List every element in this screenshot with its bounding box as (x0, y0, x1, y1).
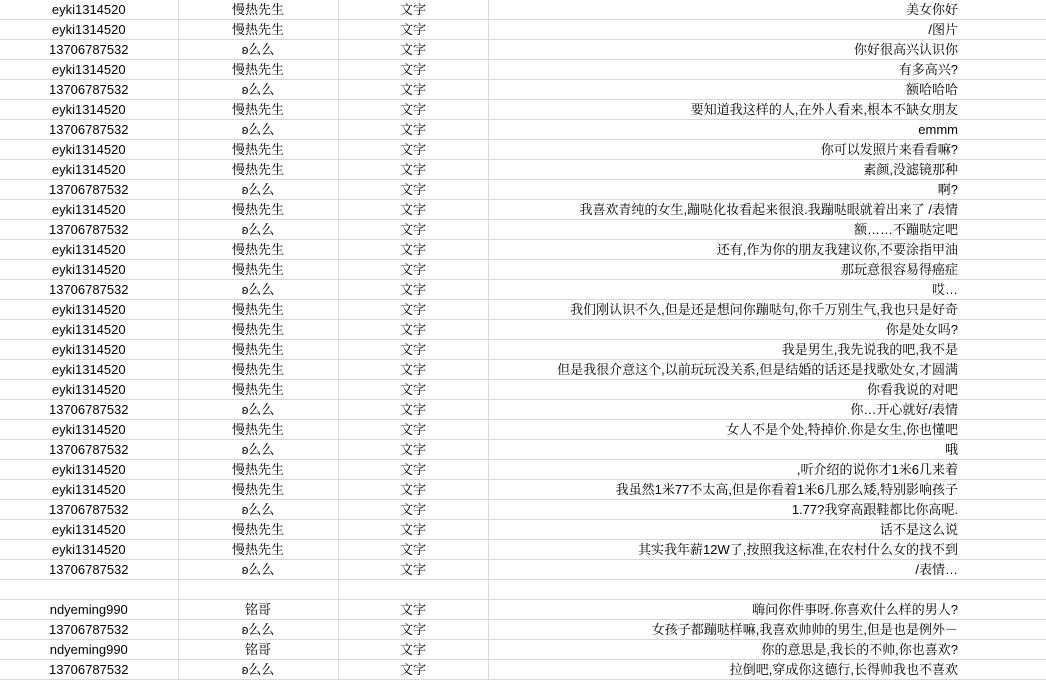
cell-account-id: 13706787532 (0, 40, 178, 60)
cell-message-type: 文字 (338, 100, 488, 120)
cell-message-text: 我们刚认识不久,但是还是想问你蹦哒句,你千万别生气,我也只是好奇 (488, 300, 1046, 320)
table-row (0, 440, 1046, 460)
table-row (0, 400, 1046, 420)
cell-message-type: 文字 (338, 560, 488, 580)
table-row (0, 560, 1046, 580)
cell-account-id: ndyeming990 (0, 600, 178, 620)
cell-message-text: 哦 (488, 440, 1046, 460)
cell-message-text: 你看我说的对吧 (488, 380, 1046, 400)
cell-account-id: eyki1314520 (0, 340, 178, 360)
cell-message-type: 文字 (338, 500, 488, 520)
cell-message-text (488, 580, 1046, 600)
cell-account-id: 13706787532 (0, 80, 178, 100)
table-row (0, 620, 1046, 640)
cell-message-type: 文字 (338, 20, 488, 40)
cell-message-text: /图片 (488, 20, 1046, 40)
cell-message-text: /表情… (488, 560, 1046, 580)
cell-message-type: 文字 (338, 320, 488, 340)
cell-sender-nickname: ʚ么么 (178, 280, 338, 300)
cell-sender-nickname: 铭哥 (178, 640, 338, 660)
cell-message-text: 我喜欢青纯的女生,蹦哒化妆看起来很浪.我蹦哒眼就着出来了 /表情 (488, 200, 1046, 220)
table-row (0, 340, 1046, 360)
table-row (0, 660, 1046, 680)
spacer-row (0, 580, 1046, 600)
cell-message-type: 文字 (338, 460, 488, 480)
cell-message-text: 额……不蹦哒定吧 (488, 220, 1046, 240)
cell-sender-nickname: 慢热先生 (178, 260, 338, 280)
cell-account-id: 13706787532 (0, 280, 178, 300)
cell-sender-nickname: 慢热先生 (178, 340, 338, 360)
cell-sender-nickname: 慢热先生 (178, 100, 338, 120)
cell-sender-nickname: 慢热先生 (178, 460, 338, 480)
cell-account-id: 13706787532 (0, 440, 178, 460)
cell-sender-nickname: 慢热先生 (178, 0, 338, 20)
cell-account-id: 13706787532 (0, 400, 178, 420)
table-row (0, 20, 1046, 40)
cell-sender-nickname: 慢热先生 (178, 540, 338, 560)
table-row (0, 420, 1046, 440)
cell-message-type: 文字 (338, 420, 488, 440)
table-row (0, 300, 1046, 320)
cell-message-type: 文字 (338, 60, 488, 80)
table-row (0, 320, 1046, 340)
cell-sender-nickname: ʚ么么 (178, 400, 338, 420)
cell-account-id: 13706787532 (0, 120, 178, 140)
cell-message-type (338, 580, 488, 600)
cell-message-text: 那玩意很容易得癌症 (488, 260, 1046, 280)
cell-message-text: 美女你好 (488, 0, 1046, 20)
cell-account-id: eyki1314520 (0, 480, 178, 500)
cell-message-text: 你是处女吗? (488, 320, 1046, 340)
cell-account-id: eyki1314520 (0, 140, 178, 160)
table-row (0, 140, 1046, 160)
table-row (0, 120, 1046, 140)
cell-sender-nickname: ʚ么么 (178, 40, 338, 60)
table-row (0, 100, 1046, 120)
cell-account-id: eyki1314520 (0, 520, 178, 540)
cell-message-type: 文字 (338, 140, 488, 160)
cell-message-text: 额哈哈哈 (488, 80, 1046, 100)
cell-sender-nickname: 慢热先生 (178, 380, 338, 400)
cell-account-id: eyki1314520 (0, 380, 178, 400)
cell-sender-nickname: 慢热先生 (178, 60, 338, 80)
cell-account-id: eyki1314520 (0, 360, 178, 380)
cell-account-id: 13706787532 (0, 560, 178, 580)
table-row (0, 60, 1046, 80)
cell-account-id: eyki1314520 (0, 160, 178, 180)
table-row (0, 160, 1046, 180)
cell-sender-nickname: 慢热先生 (178, 300, 338, 320)
cell-account-id: eyki1314520 (0, 320, 178, 340)
cell-account-id: eyki1314520 (0, 420, 178, 440)
table-row (0, 640, 1046, 660)
cell-sender-nickname: ʚ么么 (178, 660, 338, 680)
cell-sender-nickname: ʚ么么 (178, 80, 338, 100)
cell-message-type: 文字 (338, 440, 488, 460)
cell-message-type: 文字 (338, 540, 488, 560)
cell-account-id: 13706787532 (0, 500, 178, 520)
cell-message-text: 拉倒吧,穿成你这德行,长得帅我也不喜欢 (488, 660, 1046, 680)
cell-message-type: 文字 (338, 480, 488, 500)
cell-account-id: eyki1314520 (0, 200, 178, 220)
cell-message-text: 你可以发照片来看看嘛? (488, 140, 1046, 160)
cell-message-text: 你的意思是,我长的不帅,你也喜欢? (488, 640, 1046, 660)
table-row (0, 200, 1046, 220)
cell-message-type: 文字 (338, 120, 488, 140)
cell-message-type: 文字 (338, 640, 488, 660)
cell-account-id: eyki1314520 (0, 20, 178, 40)
table-row (0, 280, 1046, 300)
cell-message-text: 哎… (488, 280, 1046, 300)
cell-message-text: 要知道我这样的人,在外人看来,根本不缺女朋友 (488, 100, 1046, 120)
cell-account-id: eyki1314520 (0, 540, 178, 560)
table-row (0, 480, 1046, 500)
table-row (0, 500, 1046, 520)
table-row (0, 540, 1046, 560)
cell-message-type: 文字 (338, 340, 488, 360)
cell-account-id: eyki1314520 (0, 0, 178, 20)
cell-sender-nickname: ʚ么么 (178, 500, 338, 520)
cell-account-id: eyki1314520 (0, 240, 178, 260)
cell-sender-nickname: ʚ么么 (178, 620, 338, 640)
table-row (0, 40, 1046, 60)
cell-sender-nickname: ʚ么么 (178, 180, 338, 200)
cell-message-text: 女人不是个处,特掉价.你是女生,你也懂吧 (488, 420, 1046, 440)
cell-message-type: 文字 (338, 240, 488, 260)
cell-message-text: 还有,作为你的朋友我建议你,不要涂指甲油 (488, 240, 1046, 260)
cell-account-id: eyki1314520 (0, 100, 178, 120)
table-row (0, 260, 1046, 280)
cell-sender-nickname: 慢热先生 (178, 140, 338, 160)
cell-message-text: 话不是这么说 (488, 520, 1046, 540)
cell-account-id: eyki1314520 (0, 300, 178, 320)
table-row (0, 520, 1046, 540)
cell-message-text: 嗨问你件事呀.你喜欢什么样的男人? (488, 600, 1046, 620)
cell-account-id: eyki1314520 (0, 460, 178, 480)
cell-message-type: 文字 (338, 300, 488, 320)
cell-sender-nickname: 慢热先生 (178, 240, 338, 260)
table-row (0, 80, 1046, 100)
cell-message-text: 1.77?我穿高跟鞋都比你高呢. (488, 500, 1046, 520)
cell-account-id: 13706787532 (0, 660, 178, 680)
cell-message-type: 文字 (338, 40, 488, 60)
cell-account-id: 13706787532 (0, 620, 178, 640)
cell-message-type: 文字 (338, 280, 488, 300)
cell-sender-nickname: 慢热先生 (178, 200, 338, 220)
cell-message-type: 文字 (338, 260, 488, 280)
table-row (0, 380, 1046, 400)
cell-sender-nickname: 慢热先生 (178, 420, 338, 440)
table-row (0, 180, 1046, 200)
cell-message-type: 文字 (338, 80, 488, 100)
cell-account-id: eyki1314520 (0, 260, 178, 280)
cell-message-type: 文字 (338, 200, 488, 220)
cell-message-text: 女孩子都蹦哒样嘛,我喜欢帅帅的男生,但是也是例外－ (488, 620, 1046, 640)
cell-message-type: 文字 (338, 620, 488, 640)
cell-message-text: 我是男生,我先说我的吧,我不是 (488, 340, 1046, 360)
table-row (0, 0, 1046, 20)
cell-sender-nickname: ʚ么么 (178, 440, 338, 460)
cell-sender-nickname: 慢热先生 (178, 480, 338, 500)
table-row (0, 360, 1046, 380)
cell-message-text: 啊? (488, 180, 1046, 200)
cell-message-text: ,听介绍的说你才1米6几来着 (488, 460, 1046, 480)
cell-sender-nickname: 慢热先生 (178, 360, 338, 380)
cell-message-text: 我虽然1米77不太高,但是你看着1米6几那么矮,特别影响孩子 (488, 480, 1046, 500)
cell-sender-nickname: 铭哥 (178, 600, 338, 620)
table-row (0, 220, 1046, 240)
cell-message-text: 但是我很介意这个,以前玩玩没关系,但是结婚的话还是找歌处女,才圆满 (488, 360, 1046, 380)
cell-message-type: 文字 (338, 380, 488, 400)
cell-message-type: 文字 (338, 360, 488, 380)
cell-message-text: emmm (488, 120, 1046, 140)
cell-sender-nickname: 慢热先生 (178, 160, 338, 180)
table-row (0, 240, 1046, 260)
cell-message-type: 文字 (338, 600, 488, 620)
cell-sender-nickname: ʚ么么 (178, 120, 338, 140)
cell-message-type: 文字 (338, 160, 488, 180)
cell-sender-nickname: 慢热先生 (178, 20, 338, 40)
cell-message-type: 文字 (338, 220, 488, 240)
cell-account-id (0, 580, 178, 600)
cell-sender-nickname: ʚ么么 (178, 220, 338, 240)
cell-sender-nickname: 慢热先生 (178, 320, 338, 340)
cell-account-id: 13706787532 (0, 220, 178, 240)
cell-account-id: 13706787532 (0, 180, 178, 200)
cell-sender-nickname: ʚ么么 (178, 560, 338, 580)
cell-message-type: 文字 (338, 180, 488, 200)
cell-message-text: 有多高兴? (488, 60, 1046, 80)
cell-message-type: 文字 (338, 520, 488, 540)
cell-message-type: 文字 (338, 0, 488, 20)
cell-account-id: ndyeming990 (0, 640, 178, 660)
cell-sender-nickname: 慢热先生 (178, 520, 338, 540)
cell-account-id: eyki1314520 (0, 60, 178, 80)
cell-message-type: 文字 (338, 660, 488, 680)
cell-message-text: 素颜,没滤镜那种 (488, 160, 1046, 180)
cell-message-text: 你…开心就好/表情 (488, 400, 1046, 420)
table-row (0, 600, 1046, 620)
table-row (0, 460, 1046, 480)
cell-message-text: 其实我年薪12W了,按照我这标准,在农村什么女的找不到 (488, 540, 1046, 560)
cell-sender-nickname (178, 580, 338, 600)
cell-message-text: 你好很高兴认识你 (488, 40, 1046, 60)
cell-message-type: 文字 (338, 400, 488, 420)
